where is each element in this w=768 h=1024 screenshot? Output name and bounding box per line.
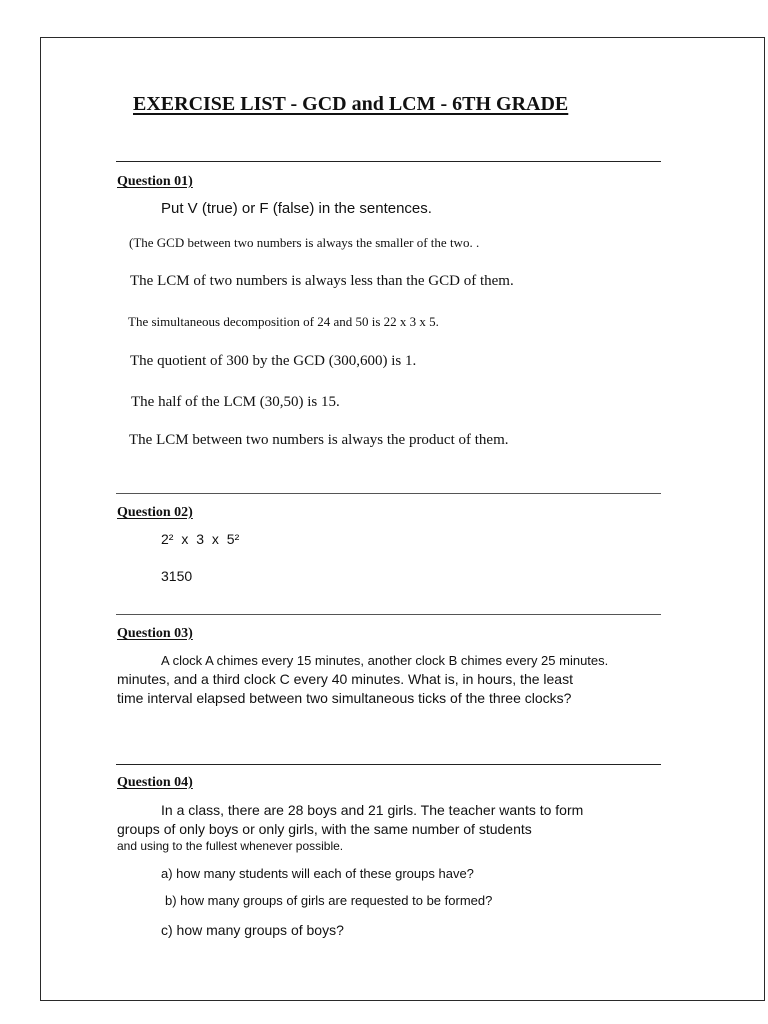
question-04-item-b: b) how many groups of girls are requested to be formed? xyxy=(165,893,493,908)
question-02-line-2: 3150 xyxy=(161,568,193,584)
question-04-line-3: and using to the fullest whenever possible. xyxy=(117,839,344,853)
question-02-heading: Question 02) xyxy=(117,505,193,520)
divider xyxy=(116,614,661,615)
divider xyxy=(116,493,661,494)
question-02-line-1: 2² x 3 x 5² xyxy=(161,531,240,547)
question-04-line-1: In a class, there are 28 boys and 21 girls. The teacher wants to form xyxy=(161,802,584,818)
question-01-instruction: Put V (true) or F (false) in the sentences. xyxy=(161,200,432,217)
page-title: EXERCISE LIST - GCD and LCM - 6TH GRADE xyxy=(133,93,569,115)
question-01-sentence-5: The half of the LCM (30,50) is 15. xyxy=(131,394,340,410)
question-01-sentence-3: The simultaneous decomposition of 24 and 50 is 22 x 3 x 5. xyxy=(128,314,439,329)
question-04-heading: Question 04) xyxy=(117,775,193,790)
question-03-line-3: time interval elapsed between two simultaneous ticks of the three clocks? xyxy=(117,690,572,706)
question-01-sentence-4: The quotient of 300 by the GCD (300,600) is 1. xyxy=(130,353,417,369)
question-01-sentence-2: The LCM of two numbers is always less than the GCD of them. xyxy=(130,273,514,289)
question-01-heading: Question 01) xyxy=(117,174,193,189)
question-04-line-2: groups of only boys or only girls, with the same number of students xyxy=(117,821,532,837)
question-03-line-2: minutes, and a third clock C every 40 minutes. What is, in hours, the least xyxy=(117,671,573,687)
question-03-line-1: A clock A chimes every 15 minutes, another clock B chimes every 25 minutes. xyxy=(161,653,609,668)
question-03-heading: Question 03) xyxy=(117,626,193,641)
divider xyxy=(116,764,661,765)
question-04-item-c: c) how many groups of boys? xyxy=(161,922,344,938)
question-04-item-a: a) how many students will each of these groups have? xyxy=(161,866,474,881)
question-01-sentence-1: (The GCD between two numbers is always the smaller of the two. . xyxy=(129,235,480,250)
question-01-sentence-6: The LCM between two numbers is always the product of them. xyxy=(129,432,509,448)
divider xyxy=(116,161,661,162)
